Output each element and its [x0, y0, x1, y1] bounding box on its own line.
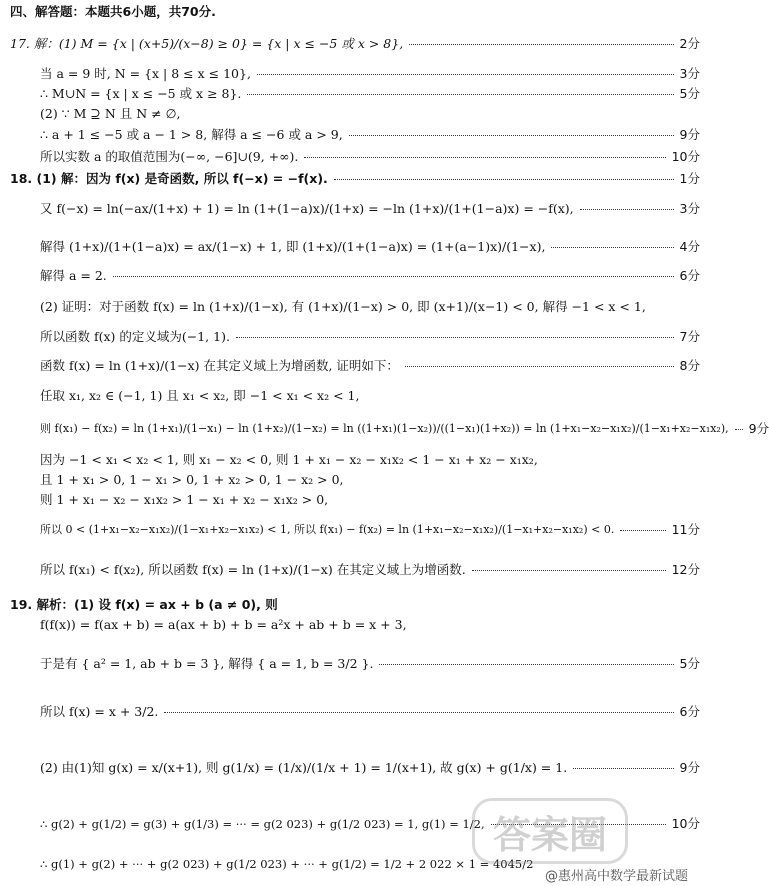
- solution-line: [40, 617, 700, 633]
- line-text: 18. (1) 解：因为 f(x) 是奇函数, 所以 f(−x) = −f(x).: [10, 171, 328, 186]
- solution-line: [40, 86, 700, 102]
- line-text: (2) 证明：对于函数 f(x) = ln (1+x)/(1−x), 有 (1+x)/(1−x) > 0, 即 (x+1)/(x−1) < 0, 解得 −1 < x < 1,: [40, 299, 646, 314]
- dot-leader: [580, 209, 674, 210]
- solution-line: [40, 472, 700, 488]
- solution-line: [40, 492, 700, 508]
- solution-line: [10, 36, 700, 52]
- solution-line: [10, 597, 700, 613]
- line-text: 因为 −1 < x₁ < x₂ < 1, 则 x₁ − x₂ < 0, 则 1 + x₁ − x₂ − x₁x₂ < 1 − x₁ + x₂ − x₁x₂,: [40, 452, 538, 467]
- line-text: 19. 解析：(1) 设 f(x) = ax + b (a ≠ 0), 则: [10, 597, 278, 612]
- dot-leader: [379, 664, 673, 665]
- line-points: 5分: [679, 86, 700, 101]
- line-text: 于是有 { a² = 1, ab + b = 3 }, 解得 { a = 1, b = 3/2 }.: [40, 656, 374, 671]
- solution-line: [40, 452, 700, 468]
- line-text: 则 1 + x₁ − x₂ − x₁x₂ > 1 − x₁ + x₂ − x₁x₂ > 0,: [40, 492, 329, 507]
- dot-leader: [405, 366, 674, 367]
- line-text: 则 f(x₁) − f(x₂) = ln (1+x₁)/(1−x₁) − ln (1+x₂)/(1−x₂) = ln ((1+x₁)(1−x₂))/((1−x₁)(1+x₂)) = ln (1+x₁−x₂−x₁x₂)/(1−x₁+x₂−x₁x₂),: [40, 422, 729, 435]
- line-text: 所以 0 < (1+x₁−x₂−x₁x₂)/(1−x₁+x₂−x₁x₂) < 1, 所以 f(x₁) − f(x₂) = ln (1+x₁−x₂−x₁x₂)/(1−x₁+x₂−x₁x₂) < 0.: [40, 523, 615, 536]
- line-text: ∴ M∪N = {x | x ≤ −5 或 x ≥ 8}.: [40, 86, 242, 101]
- solution-line: [40, 388, 700, 404]
- line-points: 10分: [671, 149, 700, 164]
- dot-leader: [236, 337, 674, 338]
- solution-line: [40, 149, 700, 165]
- line-points: 5分: [679, 656, 700, 671]
- line-text: 所以 f(x₁) < f(x₂), 所以函数 f(x) = ln (1+x)/(1−x) 在其定义域上为增函数.: [40, 562, 466, 577]
- solution-line: [40, 656, 700, 672]
- line-points: 6分: [679, 268, 700, 283]
- line-points: 9分: [679, 760, 700, 775]
- line-text: (2) 由(1)知 g(x) = x/(x+1), 则 g(1/x) = (1/x)/(1/x + 1) = 1/(x+1), 故 g(x) + g(1/x) = 1.: [40, 760, 568, 775]
- line-points: 8分: [679, 358, 700, 373]
- line-points: 10分: [671, 816, 700, 831]
- line-text: 17. 解：(1) M = {x | (x+5)/(x−8) ≥ 0} = {x | x ≤ −5 或 x > 8},: [10, 36, 404, 51]
- solution-line: [40, 562, 700, 578]
- dot-leader: [620, 530, 665, 531]
- dot-leader: [113, 276, 674, 277]
- line-points: 2分: [679, 36, 700, 51]
- line-points: 11分: [671, 522, 700, 537]
- line-points: 12分: [671, 562, 700, 577]
- dot-leader: [551, 247, 673, 248]
- solution-line: [40, 358, 700, 374]
- line-text: 任取 x₁, x₂ ∈ (−1, 1) 且 x₁ < x₂, 即 −1 < x₁ < x₂ < 1,: [40, 388, 360, 403]
- line-text: 且 1 + x₁ > 0, 1 − x₁ > 0, 1 + x₂ > 0, 1 − x₂ > 0,: [40, 472, 344, 487]
- solution-line: [40, 201, 700, 217]
- solution-line: [40, 856, 534, 872]
- line-text: f(f(x)) = f(ax + b) = a(ax + b) + b = a²x + ab + b = x + 3,: [40, 617, 407, 632]
- line-points: 9分: [679, 127, 700, 142]
- line-text: 又 f(−x) = ln(−ax/(1+x) + 1) = ln (1+(1−a)x)/(1+x) = −ln (1+x)/(1+(1−a)x) = −f(x),: [40, 201, 574, 216]
- solution-line: [40, 127, 700, 143]
- line-points: 6分: [679, 704, 700, 719]
- dot-leader: [257, 74, 674, 75]
- line-text: 所以 f(x) = x + 3/2.: [40, 704, 159, 719]
- line-points: 7分: [679, 329, 700, 344]
- line-text: ∴ g(1) + g(2) + ··· + g(2 023) + g(1/2 023) + ··· + g(1/2) = 1/2 + 2 022 × 1 = 4045/2: [40, 857, 534, 871]
- line-text: 解得 (1+x)/(1+(1−a)x) = ax/(1−x) + 1, 即 (1+x)/(1+(1−a)x) = (1+(a−1)x)/(1−x),: [40, 239, 546, 254]
- watermark-caption: @惠州高中数学最新试题: [545, 865, 688, 884]
- line-text: 函数 f(x) = ln (1+x)/(1−x) 在其定义域上为增函数, 证明如下：: [40, 358, 399, 373]
- line-points: 3分: [679, 201, 700, 216]
- line-text: 所以函数 f(x) 的定义域为(−1, 1).: [40, 329, 230, 344]
- dot-leader: [247, 94, 673, 95]
- line-text: ∴ g(2) + g(1/2) = g(3) + g(1/3) = ··· = g(2 023) + g(1/2 023) = 1, g(1) = 1/2,: [40, 817, 485, 831]
- dot-leader: [304, 157, 665, 158]
- solution-line: [40, 522, 700, 538]
- solution-line: [40, 239, 700, 255]
- solution-line: [40, 268, 700, 284]
- solution-line: [10, 171, 700, 187]
- solution-line: [40, 760, 700, 776]
- solution-line: [40, 106, 700, 122]
- line-text: 当 a = 9 时, N = {x | 8 ≤ x ≤ 10},: [40, 66, 251, 81]
- solution-line: [40, 329, 700, 345]
- line-points: 4分: [679, 239, 700, 254]
- line-points: 3分: [679, 66, 700, 81]
- line-text: (2) ∵ M ⊇ N 且 N ≠ ∅,: [40, 106, 181, 121]
- dot-leader: [164, 712, 673, 713]
- line-text: 解得 a = 2.: [40, 268, 107, 283]
- dot-leader: [349, 135, 674, 136]
- line-text: 所以实数 a 的取值范围为(−∞, −6]∪(9, +∞).: [40, 149, 299, 164]
- dot-leader: [573, 768, 673, 769]
- solution-line: [40, 421, 769, 437]
- dot-leader: [735, 429, 743, 430]
- dot-leader: [334, 179, 674, 180]
- line-points: 1分: [679, 171, 700, 186]
- section-header: [10, 4, 700, 20]
- line-points: 9分: [748, 421, 769, 436]
- solution-line: [40, 299, 700, 315]
- section-header-text: 四、解答题：本题共6小题，共70分.: [10, 4, 216, 19]
- dot-leader: [472, 570, 666, 571]
- watermark-logo-text: 答案圈: [492, 812, 607, 857]
- solution-line: [40, 704, 700, 720]
- solution-line: [40, 66, 700, 82]
- watermark-logo: [472, 798, 628, 864]
- line-text: ∴ a + 1 ≤ −5 或 a − 1 > 8, 解得 a ≤ −6 或 a > 9,: [40, 127, 343, 142]
- dot-leader: [409, 44, 673, 45]
